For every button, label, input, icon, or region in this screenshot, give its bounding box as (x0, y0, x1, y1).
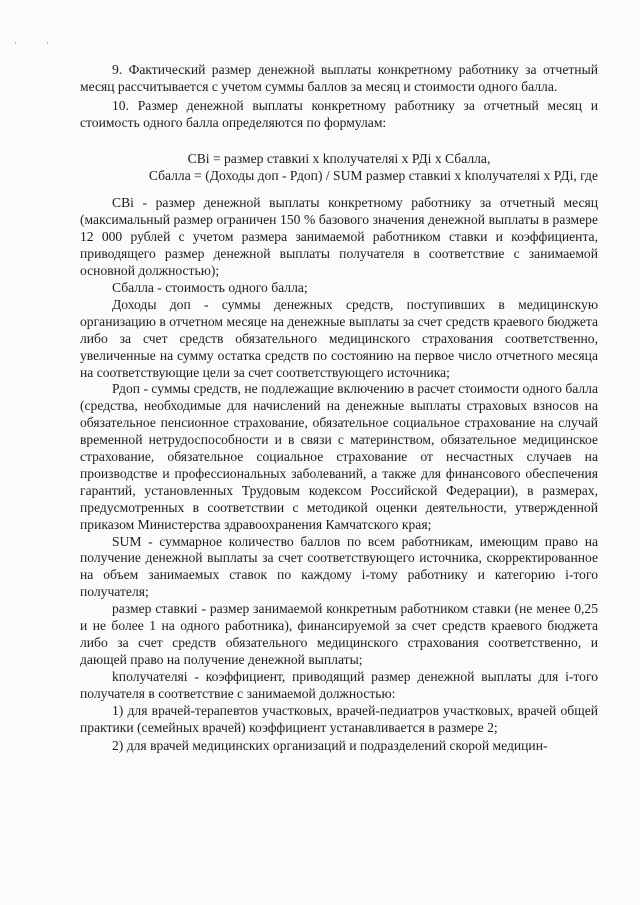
spacer (80, 184, 598, 195)
scan-mark: · (46, 38, 50, 48)
definition-dohody: Доходы доп - суммы денежных средств, поступивших в медицинскую организацию в отчетном месяце на денежные выплаты за счет средств краевого бюджета либо за счет средств обязательного медицинского страхования соответственно, увеличенные на сумму остатка средств по состоянию на первое число отчетного месяца на соответствующие цели за счет соответствующего источника; (80, 296, 598, 380)
paragraph-10: 10. Размер денежной выплаты конкретному работнику за отчетный месяц и стоимость одного балла определяются по формулам: (80, 97, 598, 130)
document-body (80, 62, 598, 755)
definition-sballa: Сбалла - стоимость одного балла; (112, 279, 308, 295)
definition-k: kполучателяi - коэффициент, приводящий размер денежной выплаты для i-того получателя в соответствие с занимаемой должностью: (80, 668, 598, 701)
definition-cvi: СВi - размер денежной выплаты конкретному работнику за отчетный месяц (максимальный размер ограничен 150 % базового значения денежной выплаты в размере 12 000 рублей с учетом размера занимаемой работником ставки и коэффициента, приводящего размер денежной выплаты получателя в соответствие с занимаемой основной должностью); (80, 195, 598, 279)
definition-sum: SUM - суммарное количество баллов по всем работникам, имеющим право на получение денежной выплаты за счет соответствующего источника, скорректированное на объем занимаемых ставок по каждому i-тому работнику и категорию i-того получателя; (80, 533, 598, 600)
scan-mark: · (14, 38, 18, 48)
formula-sballa: Сбалла = (Доходы доп - Рдоп) / SUM размер ставкиi x kполучателяi x РДi, где (148, 167, 598, 183)
paragraph-9: 9. Фактический размер денежной выплаты конкретному работнику за отчетный месяц рассчитывается с учетом суммы баллов за месяц и стоимости одного балла. (80, 62, 598, 94)
formula-cvi: СВi = размер ставкиi x kполучателяi x РДi x Сбалла, (187, 150, 491, 166)
definition-rdop: Рдоп - суммы средств, не подлежащие включению в расчет стоимости одного балла (средства, необходимые для начислений на денежные выплаты страховых взносов на обязательное пенсионное страхование, обязательное социальное страхование на случай временной нетрудоспособности и в связи с материнством, обязательное медицинское страхование, обязательное социальное страхование от несчастных случаев на производстве и профессиональных заболеваний, а также для финансового обеспечения гарантий, установленных Трудовым кодексом Российской Федерации), в размерах, предусмотренных в соответствии с методикой оценки деятельности, утвержденной приказом Министерства здравоохранения Камчатского края; (80, 381, 598, 532)
list-item-2: 2) для врачей медицинских организаций и подразделений скорой медицин- (112, 738, 548, 754)
definition-stavka: размер ставкиi - размер занимаемой конкретным работником ставки (не менее 0,25 и не более 1 на одного работника), финансируемой за счет средств краевого бюджета либо за счет средств обязательного медицинского страхования соответственно, и дающей право на получение денежной выплаты; (80, 601, 598, 667)
list-item-1: 1) для врачей-терапевтов участковых, врачей-педиатров участковых, врачей общей практики (семейных врачей) коэффициент устанавливается в размере 2; (80, 702, 598, 735)
